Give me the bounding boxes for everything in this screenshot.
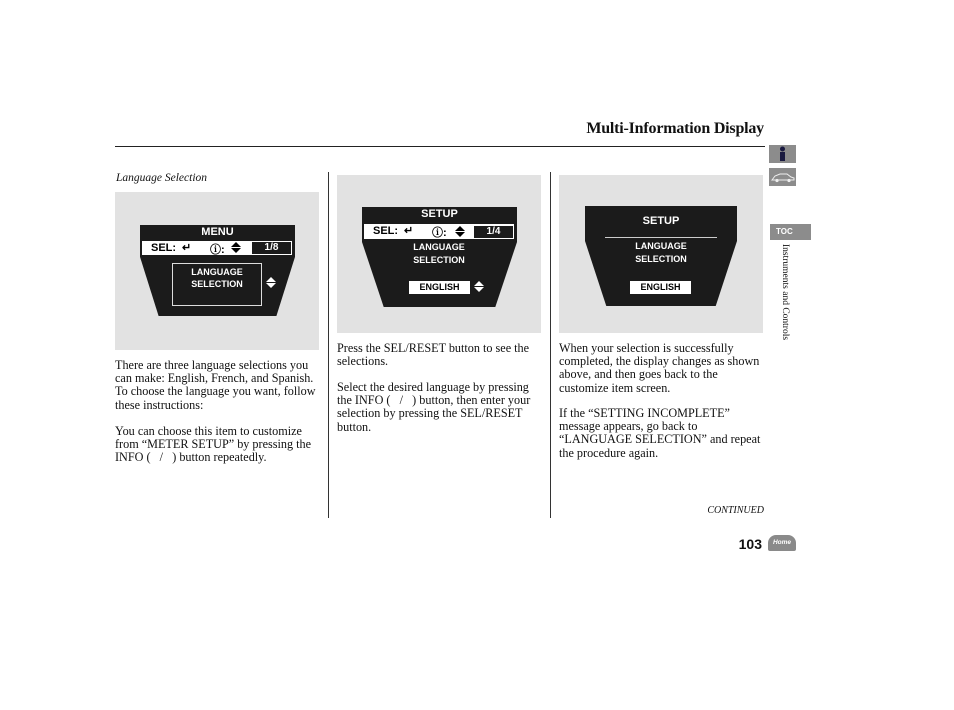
info-glyph-icon bbox=[769, 145, 796, 163]
column2-paragraph-1: Press the SEL/RESET button to see the selections. bbox=[337, 341, 530, 369]
vehicle-section-icon[interactable] bbox=[769, 168, 796, 186]
sel-label: SEL: bbox=[151, 242, 177, 254]
lcd-menu-label: MENU bbox=[201, 226, 234, 238]
display-figure-setup bbox=[337, 175, 541, 333]
info-section-icon[interactable] bbox=[769, 145, 796, 163]
column-divider-2 bbox=[550, 172, 551, 518]
lcd-setup-label: SETUP bbox=[642, 215, 680, 227]
return-arrow-icon: ↵ bbox=[182, 242, 192, 254]
page-number: 103 bbox=[738, 536, 762, 552]
lcd-setup-label: SETUP bbox=[421, 208, 458, 220]
counter-label: 1/8 bbox=[264, 242, 279, 253]
item-line-1: LANGUAGE bbox=[635, 241, 687, 251]
item-line-1: LANGUAGE bbox=[191, 267, 243, 277]
option-label: ENGLISH bbox=[640, 282, 681, 292]
item-line-2: SELECTION bbox=[635, 254, 687, 264]
up-down-arrows-icon bbox=[455, 226, 465, 237]
info-icon: ⓘ: bbox=[432, 227, 447, 239]
column3-paragraph-2: If the “SETTING INCOMPLETE” message appears, go back to “LANGUAGE SELECTION” and repeat the procedure again. bbox=[559, 406, 761, 460]
home-button[interactable]: Home bbox=[768, 535, 796, 551]
info-icon: ⓘ: bbox=[210, 244, 225, 256]
column1-paragraph-1: There are three language selections you can make: English, French, and Spanish. To choose the language you want, follow these instructions: bbox=[115, 358, 316, 412]
counter-label: 1/4 bbox=[486, 226, 501, 237]
option-label: ENGLISH bbox=[419, 282, 460, 292]
figure-caption: Language Selection bbox=[116, 172, 208, 184]
lcd-divider bbox=[605, 237, 717, 238]
header-rule bbox=[115, 146, 765, 147]
column1-paragraph-2: You can choose this item to customize from “METER SETUP” by pressing the INFO ( / ) button repeatedly. bbox=[115, 424, 311, 465]
car-glyph-icon bbox=[769, 168, 796, 186]
section-tab-label: Instruments and Controls bbox=[780, 244, 790, 341]
display-figure-complete bbox=[559, 175, 763, 333]
column3-paragraph-1: When your selection is successfully completed, the display changes as shown above, and then goes back to the customize item screen. bbox=[559, 341, 760, 395]
column-divider-1 bbox=[328, 172, 329, 518]
column2-paragraph-2: Select the desired language by pressing the INFO ( / ) button, then enter your selection by pressing the SEL/RESET button. bbox=[337, 380, 531, 434]
continued-label: CONTINUED bbox=[707, 505, 764, 516]
page-title: Multi-Information Display bbox=[586, 120, 764, 137]
up-down-arrows-icon bbox=[474, 281, 484, 292]
return-arrow-icon: ↵ bbox=[404, 225, 414, 237]
item-line-2: SELECTION bbox=[191, 279, 243, 289]
up-down-arrows-icon bbox=[266, 277, 276, 288]
item-line-2: SELECTION bbox=[413, 255, 465, 265]
toc-button[interactable]: TOC bbox=[770, 224, 811, 240]
up-down-arrows-icon bbox=[231, 242, 241, 253]
item-line-1: LANGUAGE bbox=[413, 242, 465, 252]
display-figure-menu bbox=[115, 192, 319, 350]
sel-label: SEL: bbox=[373, 225, 399, 237]
